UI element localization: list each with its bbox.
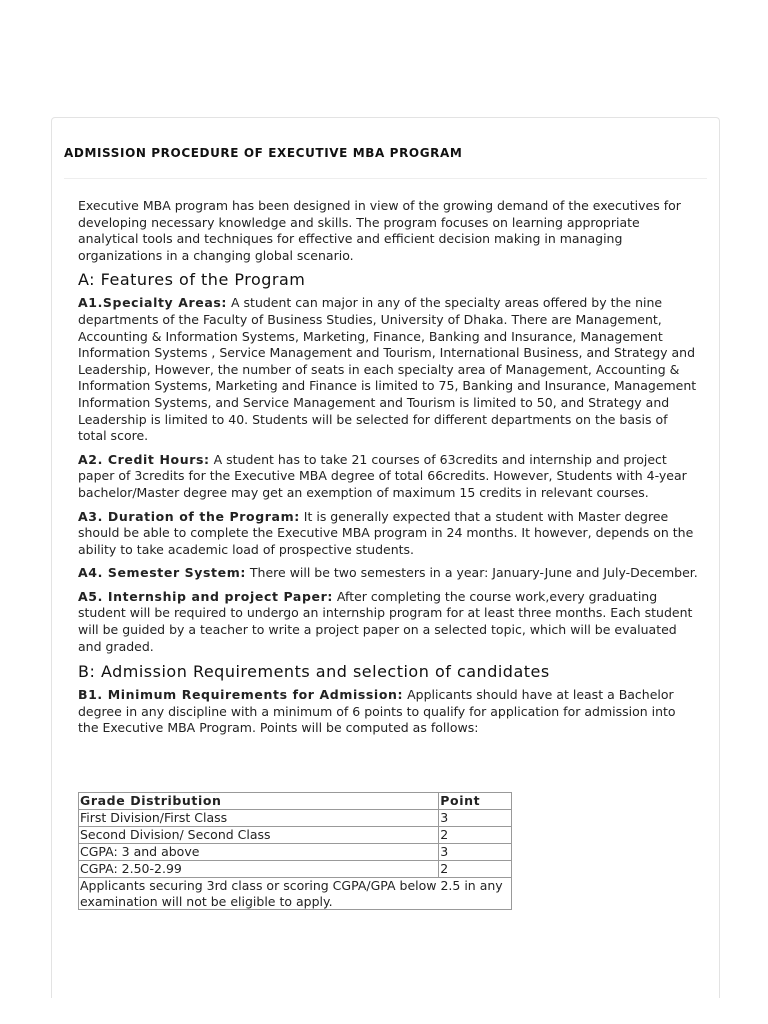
paragraph-a3-label: A3. Duration of the Program: [78,508,300,524]
document-content [78,198,698,910]
table-cell-grade: CGPA: 2.50-2.99 [79,861,439,878]
grade-table [78,792,512,910]
paragraph-a3-text: It is generally expected that a student with Master degree should be able to complete the Executive MBA program in 24 months. It however, depends on the ability to take academic load of prospective students. [78,508,694,557]
paragraph-a2-label: A2. Credit Hours: [78,451,210,467]
table-row [79,861,512,878]
paragraph-a4 [78,565,698,582]
paragraph-a2 [78,452,698,502]
table-row [79,827,512,844]
paragraph-a2-text: A student has to take 21 courses of 63credits and internship and project paper of 3credits for the Executive MBA degree of total 66credits. However, Students with 4-year bachelor/Master degree may get an exemption of maximum 15 credits in relevant courses. [78,451,687,500]
grade-table-header-grade: Grade Distribution [79,793,439,810]
grade-table-header-row [79,793,512,810]
section-a-heading: A: Features of the Program [78,270,306,290]
paragraph-a1 [78,295,698,444]
intro-paragraph: Executive MBA program has been designed in view of the growing demand of the executives for developing necessary knowledge and skills. The program focuses on learning appropriate analytical tools and techniques for effective and efficient decision making in managing organizations in a changing global scenario. [78,198,681,263]
section-b-heading: B: Admission Requirements and selection of candidates [78,662,550,682]
title-divider [64,178,707,179]
paragraph-a1-label: A1.Specialty Areas: [78,295,228,311]
table-row [79,844,512,861]
table-cell-grade: First Division/First Class [79,810,439,827]
document-panel [51,117,720,998]
paragraph-a1-text: A student can major in any of the specialty areas offered by the nine departments of the Faculty of Business Studies, University of Dhaka. There are Management, Accounting & Information Systems, Marketing, Finance, Banking and Insurance, Management Information Systems , Service Management and Tourism, International Business, and Strategy and Leadership, However, the number of seats in each specialty area of Management, Accounting & Information Systems, Marketing and Finance is limited to 75, Banking and Insurance, Management Information Systems, and Service Management and Tourism is limited to 50, and Strategy and Leadership is limited to 40. Students will be selected for different departments on the basis of total score. [78,295,697,444]
table-cell-point: 2 [439,827,512,844]
paragraph-a4-text: There will be two semesters in a year: January-June and July-December. [245,565,698,581]
paragraph-b1-text: Applicants should have at least a Bachelor degree in any discipline with a minimum of 6 points to qualify for application for admission into the Executive MBA Program. Points will be computed as follows: [78,687,676,736]
spacer [78,744,698,792]
paragraph-a5-label: A5. Internship and project Paper: [78,588,333,604]
paragraph-a3 [78,509,698,559]
table-cell-point: 3 [439,810,512,827]
table-cell-grade: CGPA: 3 and above [79,844,439,861]
page-title: ADMISSION PROCEDURE OF EXECUTIVE MBA PROGRAM [64,146,463,160]
paragraph-a4-label: A4. Semester System: [78,565,246,581]
table-cell-point: 2 [439,861,512,878]
paragraph-a5 [78,589,698,655]
table-note: Applicants securing 3rd class or scoring CGPA/GPA below 2.5 in any examination will not be eligible to apply. [79,878,512,910]
paragraph-b1 [78,687,698,737]
table-cell-point: 3 [439,844,512,861]
paragraph-b1-label: B1. Minimum Requirements for Admission: [78,687,404,703]
table-note-row [79,878,512,910]
paragraph-a5-text: After completing the course work,every graduating student will be required to undergo an internship program for at least three months. Each student will be guided by a teacher to write a project paper on a selected topic, which will be evaluated and graded. [78,588,693,654]
table-cell-grade: Second Division/ Second Class [79,827,439,844]
table-row [79,810,512,827]
grade-table-header-point: Point [439,793,512,810]
